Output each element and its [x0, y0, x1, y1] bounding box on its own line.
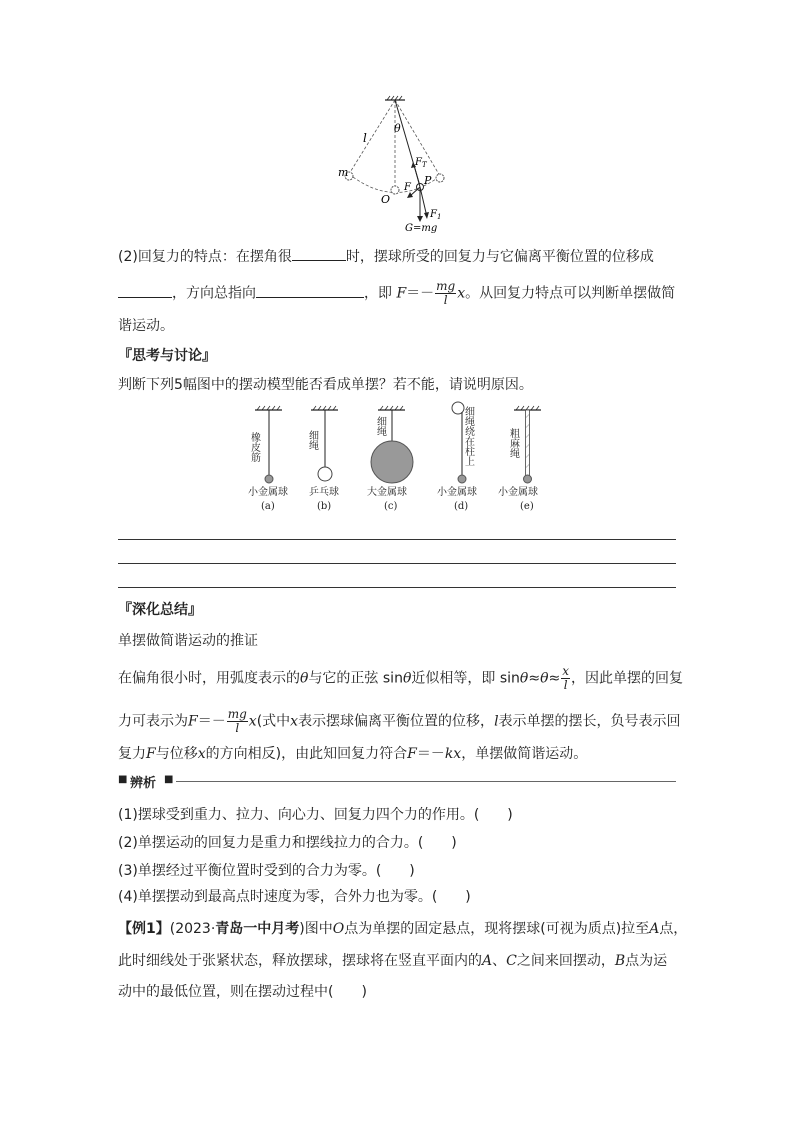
feature-line-1: (2)回复力的特点：在摆角很 时，摆球所受的回复力与它偏离平衡位置的位移成	[118, 246, 654, 267]
f1-arrowhead	[424, 212, 429, 219]
label-ft: $F_T$	[415, 157, 427, 169]
model-a-tag: (a)	[261, 501, 275, 512]
bottom-ball	[391, 186, 399, 194]
example-tag: 【例1】	[118, 921, 170, 937]
summary-line-1: 在偏角很小时，用弧度表示的θ与它的正弦 sinθ近似相等，即 sinθ≈θ≈ $\frac{x}{l}$ ，因此单摆的回复	[118, 664, 684, 692]
model-e-tag: (e)	[520, 501, 534, 512]
feature-line-2: ，方向总指向 ，即 F＝－ $\frac{mg}{l}$ x。从回复力特点可以判断单摆做简	[118, 280, 675, 307]
analysis-header	[118, 772, 676, 790]
model-c-tag: (c)	[384, 501, 398, 512]
fraction-mg-over-l: $\frac{mg}{l}$	[436, 279, 456, 307]
model-d-ball: 小金属球	[437, 487, 477, 498]
think-question: 判断下列5幅图中的摆动模型能否看成单摆？若不能，请说明原因。	[118, 377, 533, 393]
label-l: l	[363, 131, 367, 145]
label-gravity: G=mg	[405, 223, 438, 234]
fraction-x-over-l: $\frac{x}{l}$	[562, 664, 570, 692]
example-line-2: 此时细线处于张紧状态，释放摆球，摆球将在竖直平面内的A、C之间来回摆动，B点为运	[118, 953, 668, 969]
label-p: P	[424, 174, 432, 187]
summary-heading: 『深化总结』	[118, 602, 202, 618]
analysis-item-2: (2)单摆运动的回复力是重力和摆线拉力的合力。( )	[118, 835, 457, 851]
left-dashed-string	[349, 100, 395, 174]
model-a-cord: 橡皮筋	[248, 432, 260, 462]
answer-line-1[interactable]	[118, 539, 676, 540]
model-c	[367, 406, 413, 512]
summary-subtitle: 单摆做简谐运动的推证	[118, 633, 258, 649]
pendulum-force-diagram	[330, 92, 460, 237]
bullet-icon: ■	[118, 774, 128, 785]
model-b-tag: (b)	[317, 501, 332, 512]
analysis-item-1: (1)摆球受到重力、拉力、向心力、回复力四个力的作用。( )	[118, 807, 513, 823]
answer-line-3[interactable]	[118, 587, 676, 588]
model-b-cord: 细绳	[306, 430, 318, 450]
blank-proportion[interactable]	[118, 283, 172, 298]
example-line-3: 动中的最低位置，则在摆动过程中( )	[118, 984, 367, 1000]
label-theta: θ	[394, 122, 401, 135]
gravity-arrowhead	[417, 216, 423, 222]
label-f: F	[404, 182, 411, 193]
fraction-mg-over-l-2: $\frac{mg}{l}$	[227, 707, 247, 735]
label-o: O	[381, 193, 391, 206]
model-e	[498, 406, 541, 512]
f1-arrow	[420, 187, 427, 217]
pendulum-models-figure	[240, 400, 560, 515]
feature-line-3: 谐运动。	[118, 318, 174, 334]
model-d-cord: 细绳绕在柱上	[462, 406, 474, 466]
summary-line-3: 复力F与位移x的方向相反)，由此知回复力符合F＝－kx，单摆做简谐运动。	[118, 746, 588, 762]
example-line-1: 【例1】(2023·青岛一中月考)图中O点为单摆的固定悬点，现将摆球(可视为质点)拉至A点，	[118, 921, 688, 937]
model-e-ball: 小金属球	[498, 487, 538, 498]
label-m: m	[338, 166, 349, 179]
blank-direction[interactable]	[256, 283, 364, 298]
right-ball	[436, 174, 444, 182]
answer-line-2[interactable]	[118, 563, 676, 564]
tension-arrow	[414, 165, 420, 187]
blank-small-angle[interactable]	[292, 246, 346, 261]
analysis-item-4: (4)单摆摆动到最高点时速度为零，合外力也为零。( )	[118, 889, 471, 905]
label-f1: $F_1$	[430, 209, 442, 221]
analysis-item-3: (3)单摆经过平衡位置时受到的合力为零。( )	[118, 863, 415, 879]
model-b-ball: 乒乓球	[309, 487, 339, 498]
summary-line-2: 力可表示为F＝－ $\frac{mg}{l}$ x(式中x表示摆球偏离平衡位置的位移，l表示单摆的摆长，负号表示回	[118, 707, 681, 735]
model-c-ball: 大金属球	[367, 487, 407, 498]
model-a-ball: 小金属球	[248, 487, 288, 498]
model-d-tag: (d)	[454, 501, 469, 512]
model-c-cord: 细绳	[374, 416, 386, 436]
model-b	[307, 406, 340, 512]
model-d	[437, 402, 477, 512]
analysis-divider	[176, 781, 676, 782]
model-e-cord: 粗麻绳	[507, 428, 519, 458]
analysis-heading: 辨析	[130, 776, 157, 791]
think-heading: 『思考与讨论』	[118, 348, 216, 364]
model-a	[248, 406, 288, 512]
bullet-icon-2: ■	[164, 774, 174, 785]
